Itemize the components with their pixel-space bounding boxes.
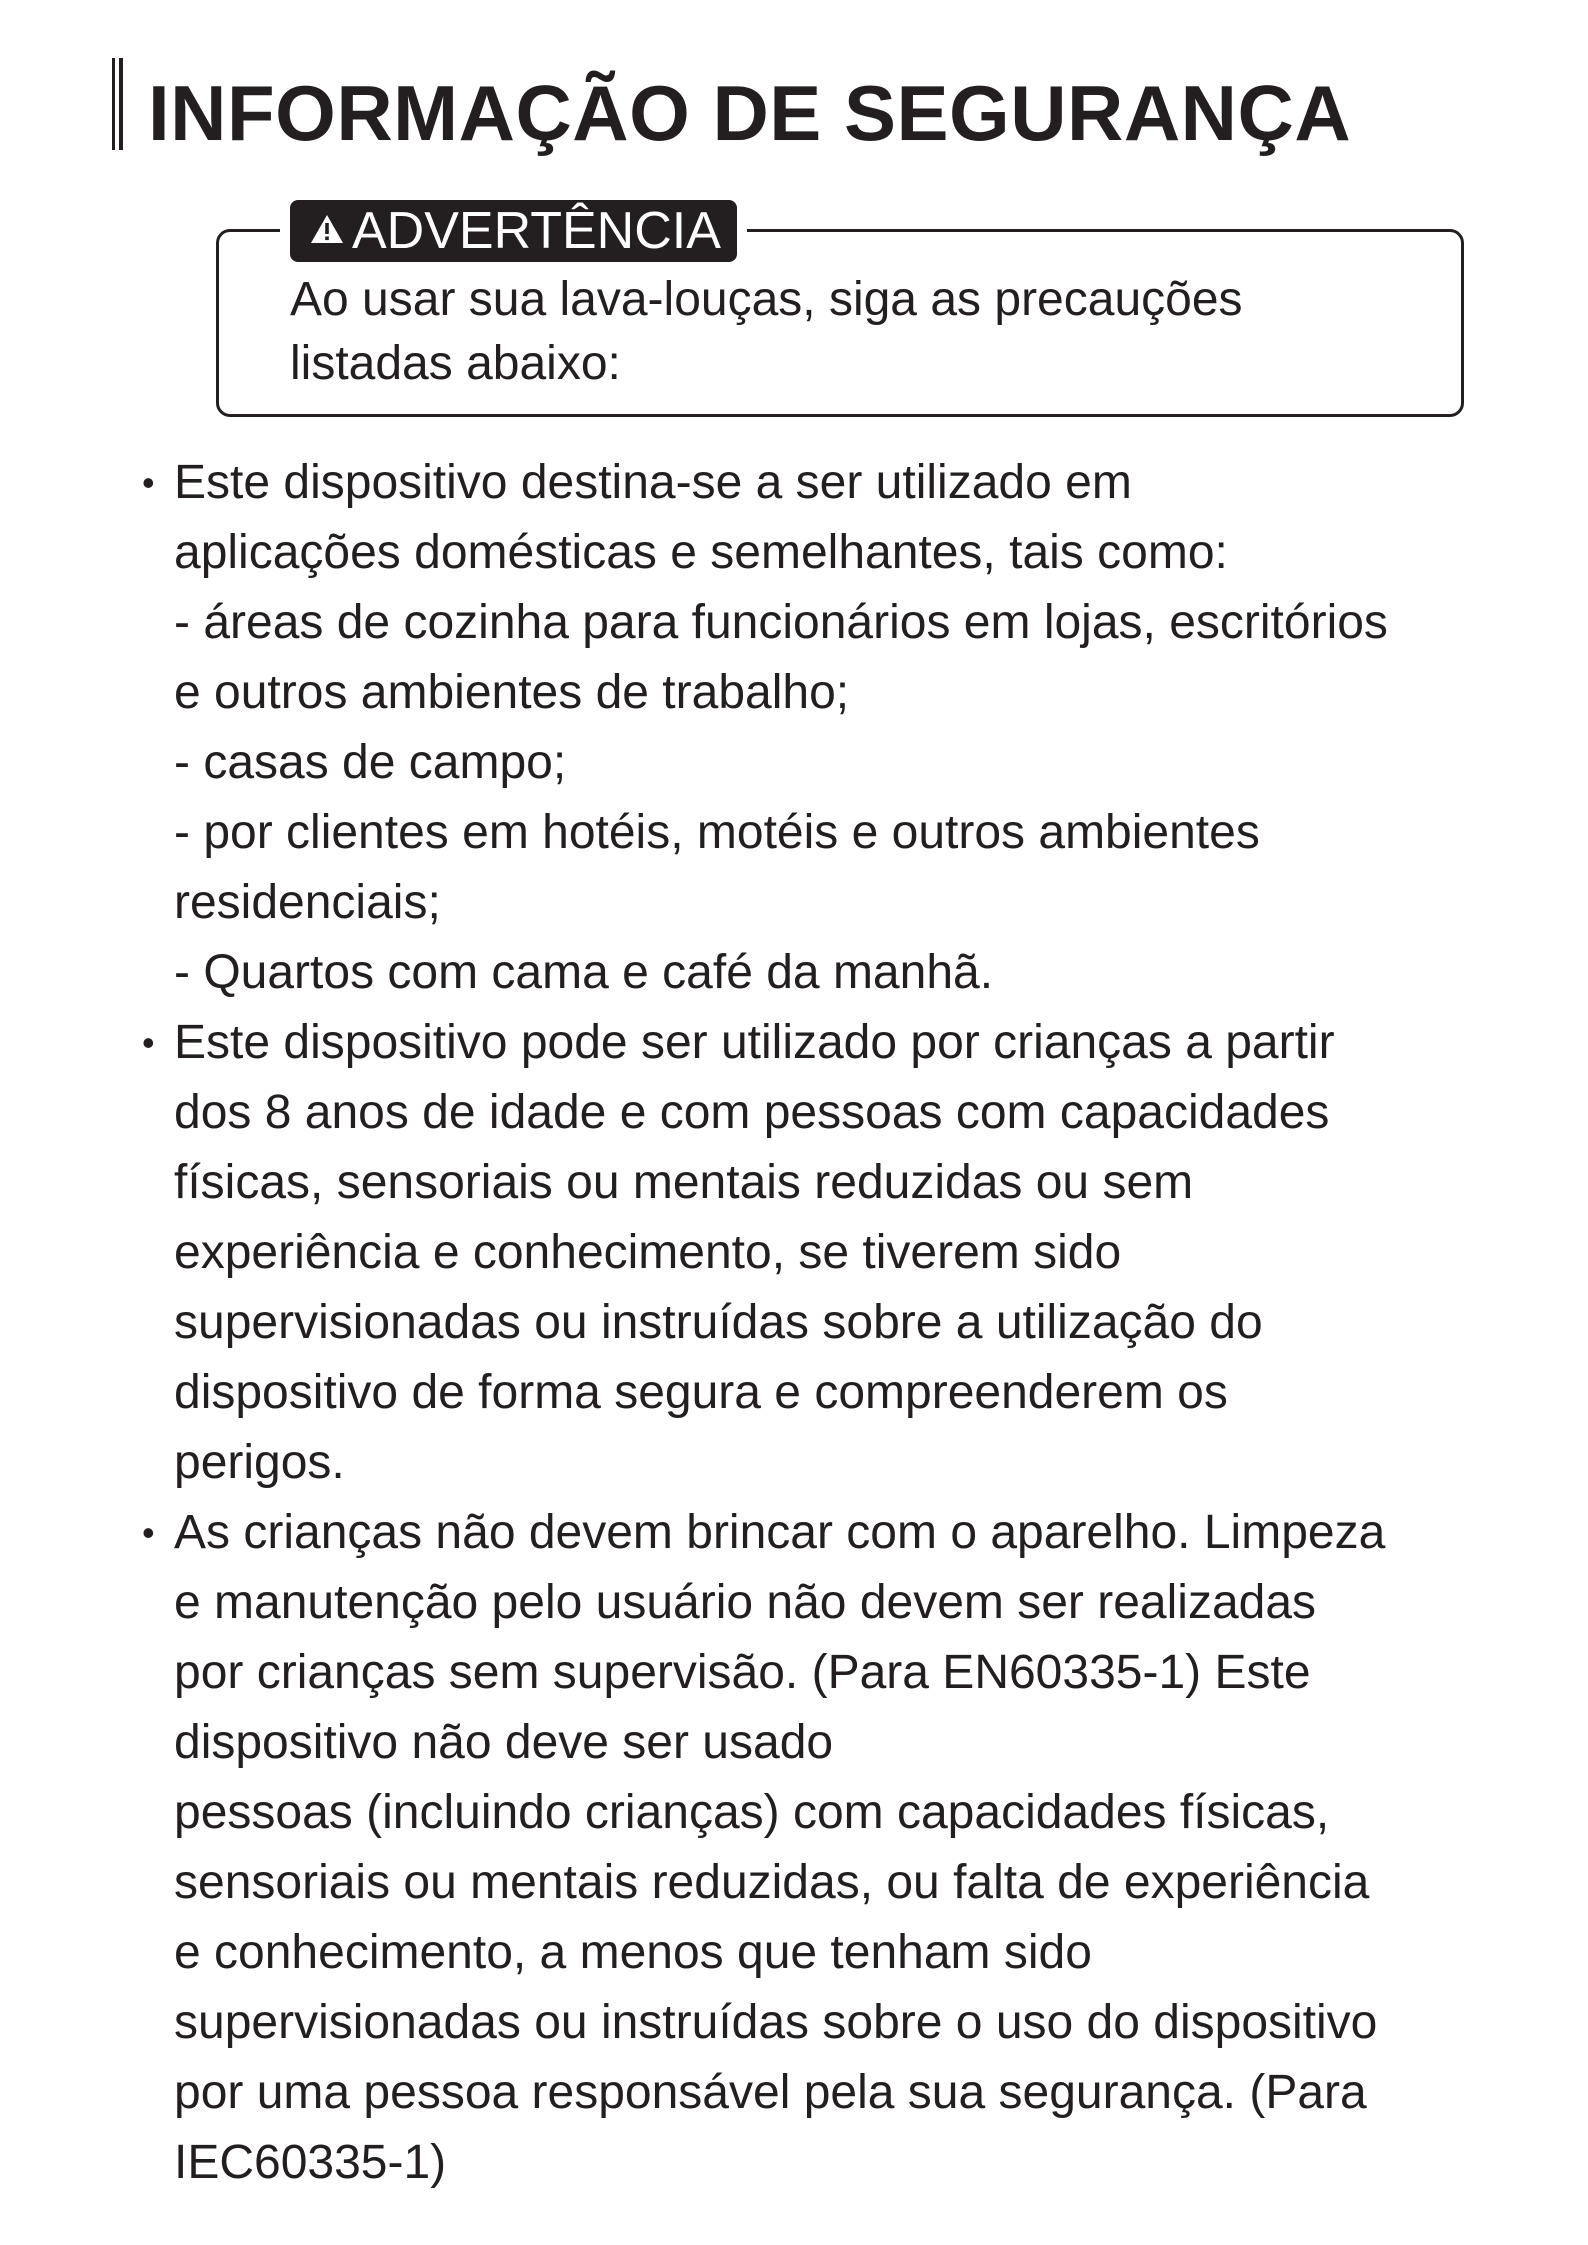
list-item-line: aplicações domésticas e semelhantes, tais como:: [174, 526, 1228, 579]
warning-label: [290, 200, 737, 262]
warning-text: [290, 268, 1420, 396]
warning-label-text: ADVERTÊNCIA: [352, 202, 721, 260]
list-item-line: supervisionadas ou instruídas sobre o uso do dispositivo: [174, 1996, 1378, 2049]
list-item-line: - Quartos com cama e café da manhã.: [174, 946, 994, 999]
list-item-line: dispositivo não deve ser usado: [174, 1716, 834, 1769]
list-item-line: e conhecimento, a menos que tenham sido: [174, 1926, 1092, 1979]
title-accent-bar: [112, 58, 124, 150]
list-item-line: dos 8 anos de idade e com pessoas com capacidades: [174, 1086, 1330, 1139]
list-item-line: Este dispositivo destina-se a ser utilizado em: [174, 456, 1132, 509]
list-item-line: experiência e conhecimento, se tiverem sido: [174, 1226, 1122, 1279]
warning-text-line: listadas abaixo:: [290, 337, 621, 390]
list-item-line: dispositivo de forma segura e compreenderem os: [174, 1366, 1228, 1419]
page-title: INFORMAÇÃO DE SEGURANÇA: [148, 69, 1352, 157]
bullet-icon: •: [142, 462, 155, 503]
list-item-line: - por clientes em hotéis, motéis e outros ambientes: [174, 806, 1260, 859]
list-item-line: IEC60335-1): [174, 2136, 447, 2189]
bullet-icon: •: [142, 1022, 155, 1063]
safety-list: [140, 448, 1520, 2198]
warning-triangle-icon: [310, 214, 344, 244]
list-item-line: residenciais;: [174, 876, 441, 929]
list-item-line: As crianças não devem brincar com o aparelho. Limpeza: [174, 1506, 1386, 1559]
list-item-line: pessoas (incluindo crianças) com capacidades físicas,: [174, 1786, 1330, 1839]
list-item: [140, 448, 1520, 1008]
list-item-line: por crianças sem supervisão. (Para EN60335-1) Este: [174, 1646, 1311, 1699]
warning-text-line: Ao usar sua lava-louças, siga as precauções: [290, 273, 1243, 326]
list-item-line: sensoriais ou mentais reduzidas, ou falta de experiência: [174, 1856, 1370, 1909]
list-item-line: Este dispositivo pode ser utilizado por crianças a partir: [174, 1016, 1335, 1069]
list-item-line: supervisionadas ou instruídas sobre a utilização do: [174, 1296, 1263, 1349]
bullet-icon: •: [142, 1512, 155, 1553]
list-item: [140, 1498, 1520, 2198]
list-item-line: e outros ambientes de trabalho;: [174, 666, 850, 719]
list-item-line: por uma pessoa responsável pela sua segurança. (Para: [174, 2066, 1367, 2119]
list-item-line: - casas de campo;: [174, 736, 567, 789]
list-item-line: físicas, sensoriais ou mentais reduzidas ou sem: [174, 1156, 1194, 1209]
list-item-line: perigos.: [174, 1436, 345, 1489]
list-item-line: e manutenção pelo usuário não devem ser realizadas: [174, 1576, 1317, 1629]
list-item: [140, 1008, 1520, 1498]
list-item-line: - áreas de cozinha para funcionários em lojas, escritórios: [174, 596, 1388, 649]
